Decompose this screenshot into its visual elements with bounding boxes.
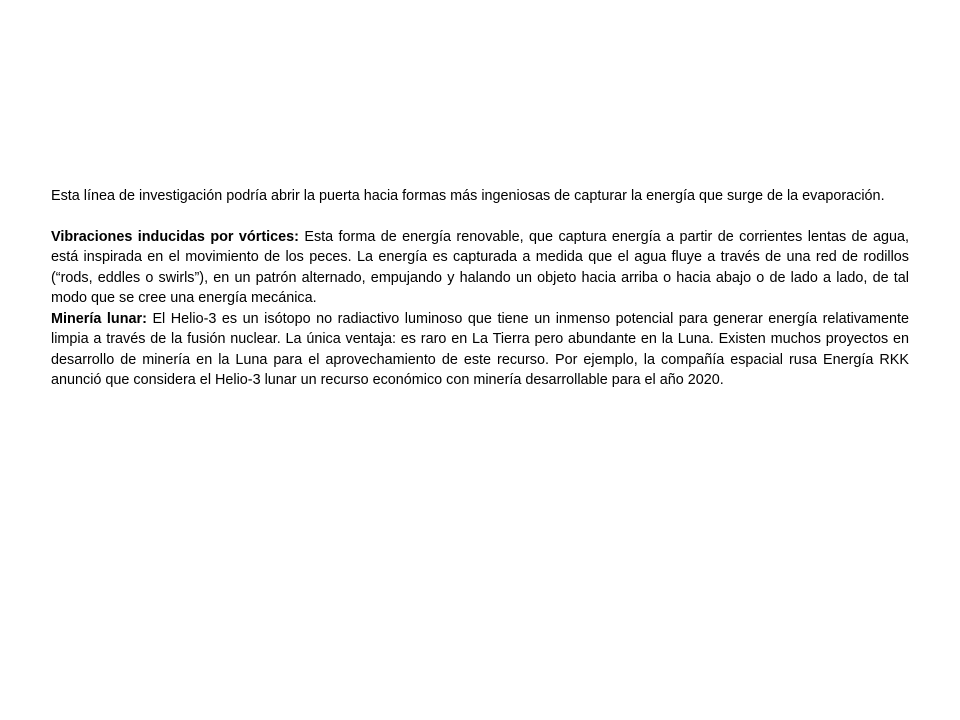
lunar-mining-text: El Helio-3 es un isótopo no radiactivo luminoso que tiene un inmenso potencial para generar energía relativamente limpia a través de la fusión nuclear. La única ventaja: es raro en La Tierra pero abundante en la Luna. Existen muchos proyectos en desarrollo de minería en la Luna para el aprovechamiento de este recurso. Por ejemplo, la compañía espacial rusa Energía RKK anunció que considera el Helio-3 lunar un recurso económico con minería desarrollable para el año 2020. <box>51 310 910 388</box>
document-body <box>51 186 909 391</box>
intro-paragraph: Esta línea de investigación podría abrir la puerta hacia formas más ingeniosas de capturar la energía que surge de la evaporación. <box>51 188 885 204</box>
vortex-vibrations-paragraph <box>51 227 909 309</box>
vortex-vibrations-text: Esta forma de energía renovable, que captura energía a partir de corrientes lentas de agua, está inspirada en el movimiento de los peces. La energía es capturada a medida que el agua fluye a través de una red de rodillos (“rods, eddles o swirls”), en un patrón alternado, empujando y halando un objeto hacia arriba o hacia abajo o de lado a lado, de tal modo que se cree una energía mecánica. <box>51 228 909 306</box>
vortex-vibrations-heading: Vibraciones inducidas por vórtices: <box>51 228 299 245</box>
lunar-mining-heading: Minería lunar: <box>51 310 147 327</box>
lunar-mining-paragraph <box>51 309 909 391</box>
